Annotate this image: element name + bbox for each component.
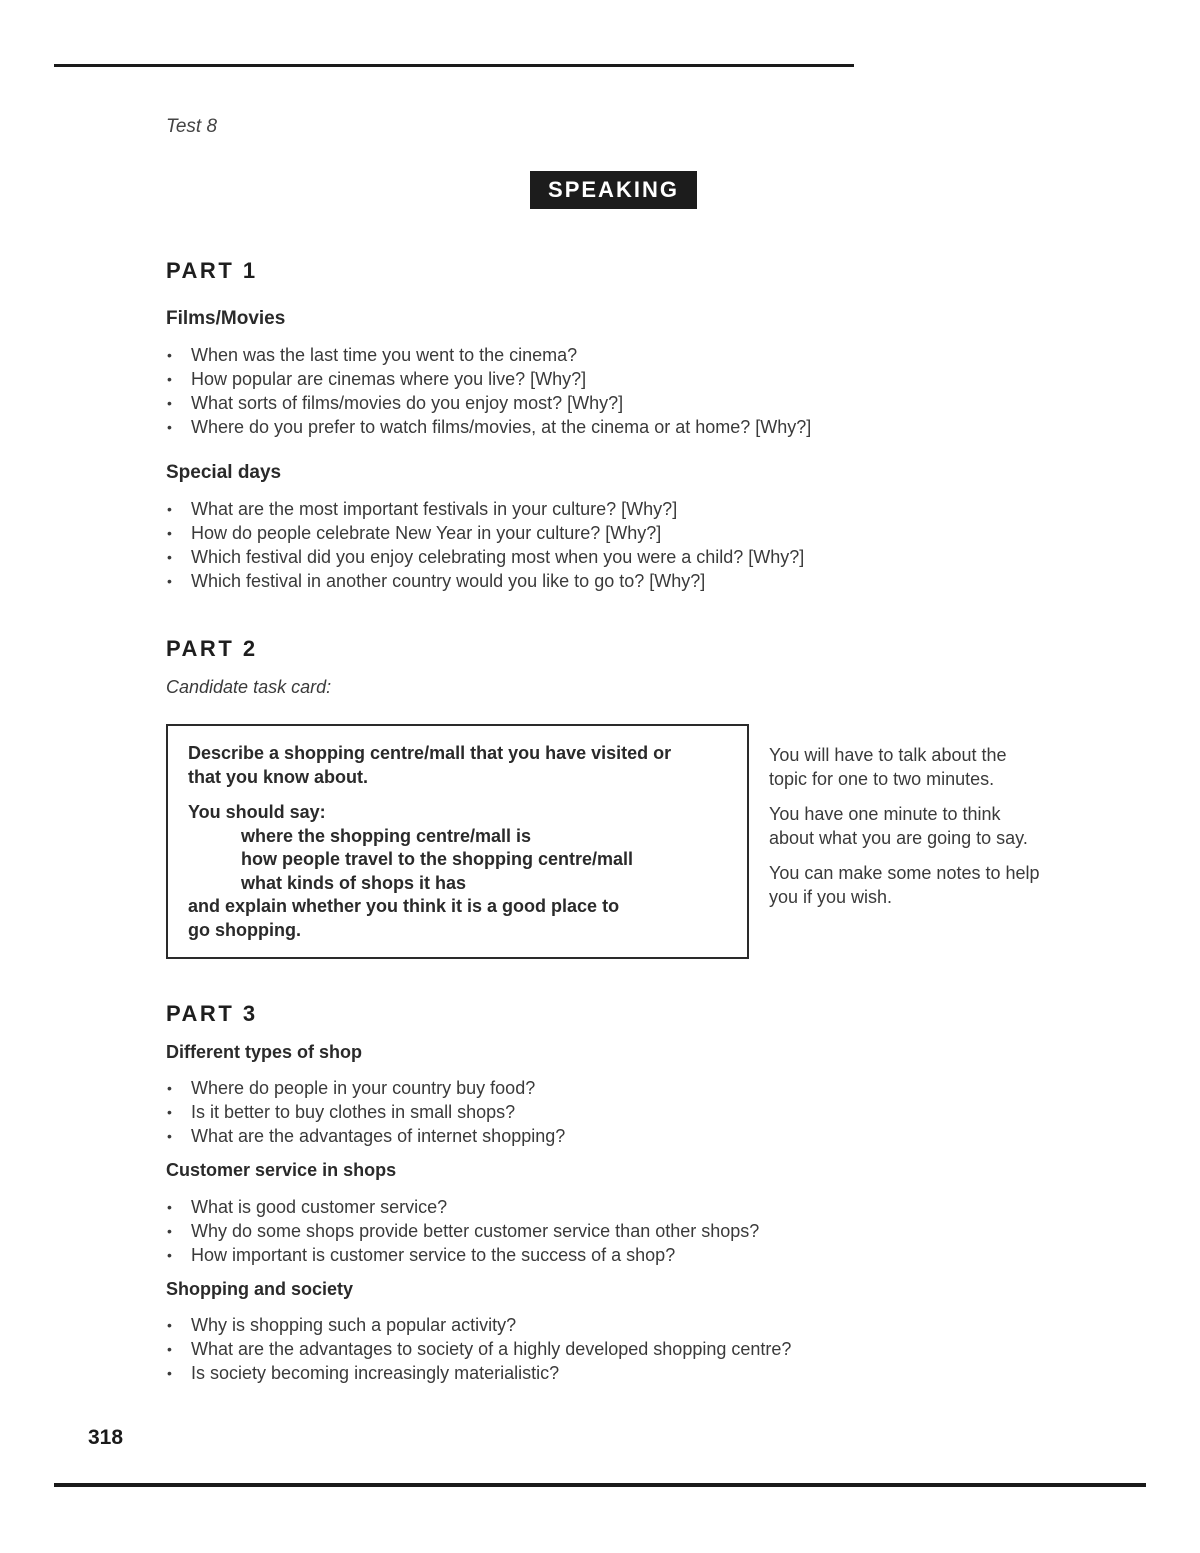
question-list-shopping-society xyxy=(166,1313,791,1385)
list-item: • What are the most important festivals in your culture? [Why?] xyxy=(166,497,804,521)
part1-heading: PART 1 xyxy=(166,258,258,283)
note-paragraph: You can make some notes to help you if you wish. xyxy=(769,863,1040,907)
topic-heading-films: Films/Movies xyxy=(166,308,286,329)
topic-heading-shopping-society: Shopping and society xyxy=(166,1279,354,1299)
list-item: • Which festival in another country would you like to go to? [Why?] xyxy=(166,569,804,593)
question-list-shop-types xyxy=(166,1076,565,1148)
card-explain-line: go shopping. xyxy=(188,919,301,940)
list-item: • How popular are cinemas where you live? [Why?] xyxy=(166,367,811,391)
test-label: Test 8 xyxy=(166,116,218,137)
part3-heading: PART 3 xyxy=(166,1001,258,1026)
list-item: • How do people celebrate New Year in your culture? [Why?] xyxy=(166,521,804,545)
list-item: • Which festival did you enjoy celebrating most when you were a child? [Why?] xyxy=(166,545,804,569)
list-item: • Where do you prefer to watch films/movies, at the cinema or at home? [Why?] xyxy=(166,415,811,439)
list-item: • Why do some shops provide better customer service than other shops? xyxy=(166,1219,759,1243)
topic-heading-special-days: Special days xyxy=(166,462,282,483)
section-title-banner: SPEAKING xyxy=(530,171,697,209)
card-should-say: You should say: xyxy=(188,802,326,822)
top-rule xyxy=(54,64,854,67)
list-item: • When was the last time you went to the cinema? xyxy=(166,343,811,367)
list-item: • Is it better to buy clothes in small shops? xyxy=(166,1100,565,1124)
topic-heading-shop-types: Different types of shop xyxy=(166,1042,363,1062)
note-paragraph: You will have to talk about the topic for one to two minutes. xyxy=(769,745,1007,789)
question-list-customer-service xyxy=(166,1195,759,1267)
list-item: • What are the advantages to society of a highly developed shopping centre? xyxy=(166,1337,791,1361)
question-list-special-days xyxy=(166,497,804,593)
card-intro-line: that you know about. xyxy=(188,766,368,787)
page-number: 318 xyxy=(88,1426,124,1449)
list-item: • What sorts of films/movies do you enjoy most? [Why?] xyxy=(166,391,811,415)
question-list-films xyxy=(166,343,811,439)
list-item: • How important is customer service to the success of a shop? xyxy=(166,1243,759,1267)
card-explain-line: and explain whether you think it is a good place to xyxy=(188,896,620,916)
note-paragraph: You have one minute to think about what you are going to say. xyxy=(769,804,1028,848)
candidate-task-card xyxy=(166,724,749,959)
card-intro-line: Describe a shopping centre/mall that you have visited or xyxy=(188,743,672,763)
card-point: what kinds of shops it has xyxy=(241,872,467,893)
card-label: Candidate task card: xyxy=(166,677,332,697)
list-item: • Where do people in your country buy food? xyxy=(166,1076,565,1100)
bottom-rule xyxy=(54,1483,1146,1487)
list-item: • Is society becoming increasingly materialistic? xyxy=(166,1361,791,1385)
card-point: where the shopping centre/mall is xyxy=(241,825,532,846)
list-item: • What are the advantages of internet shopping? xyxy=(166,1124,565,1148)
list-item: • Why is shopping such a popular activity? xyxy=(166,1313,791,1337)
part2-heading: PART 2 xyxy=(166,636,258,661)
task-card-notes xyxy=(769,744,1049,921)
list-item: • What is good customer service? xyxy=(166,1195,759,1219)
topic-heading-customer-service: Customer service in shops xyxy=(166,1160,397,1180)
card-point: how people travel to the shopping centre/mall xyxy=(241,849,634,869)
